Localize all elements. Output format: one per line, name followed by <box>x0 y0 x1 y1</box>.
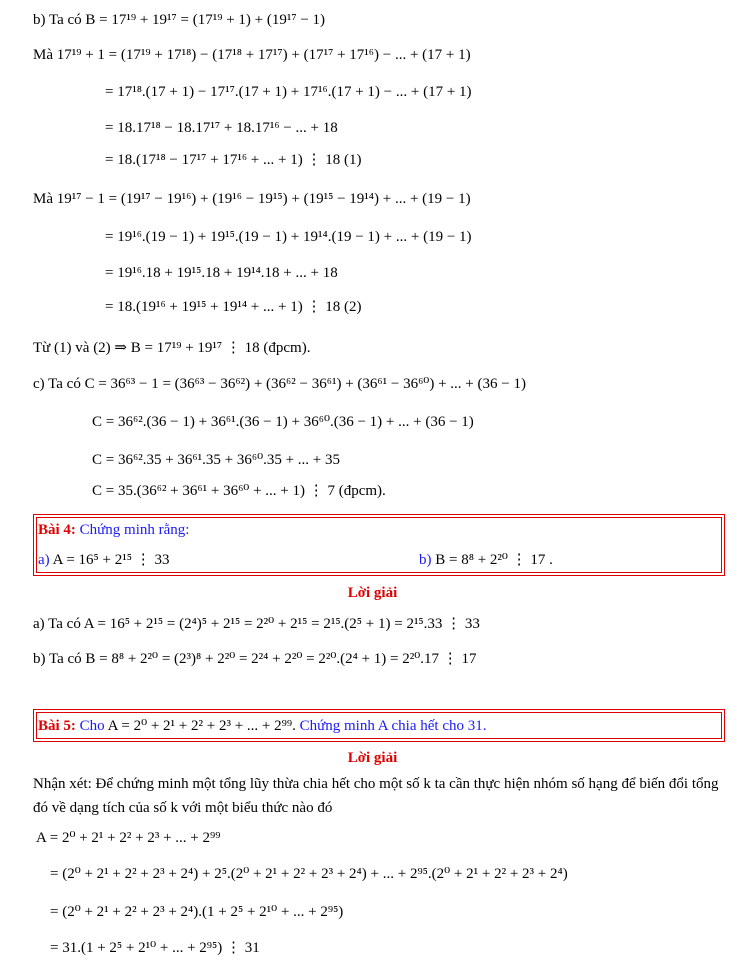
bai5-line-2: = (2⁰ + 2¹ + 2² + 2³ + 2⁴) + 2⁵.(2⁰ + 2¹ + 2² + 2³ + 2⁴) + ... + 2⁹⁵.(2⁰ + 2¹ + 2² + 2³ + 2⁴) <box>50 866 568 882</box>
bai4-solution-title: Lời giải <box>347 585 398 601</box>
bai5-problem-box <box>33 709 725 742</box>
bai5-expr: A = 2⁰ + 2¹ + 2² + 2³ + ... + 2⁹⁹. <box>107 718 296 734</box>
bai4-part-b <box>419 550 553 570</box>
bai4-solution-b: b) Ta có B = 8⁸ + 2²⁰ = (2³)⁸ + 2²⁰ = 2²⁴ + 2²⁰ = 2²⁰.(2⁴ + 1) = 2²⁰.17 ⋮ 17 <box>33 651 477 667</box>
bai4-problem-box <box>33 514 725 576</box>
part-c-line-4: C = 35.(36⁶² + 36⁶¹ + 36⁶⁰ + ... + 1) ⋮ 7 (đpcm). <box>92 483 386 499</box>
bai4-a-label: a) <box>38 552 50 568</box>
bai5-line-1: A = 2⁰ + 2¹ + 2² + 2³ + ... + 2⁹⁹ <box>36 830 221 846</box>
part-b-line-3: = 17¹⁸.(17 + 1) − 17¹⁷.(17 + 1) + 17¹⁶.(17 + 1) − ... + (17 + 1) <box>105 84 472 100</box>
bai4-prompt: Chứng minh rằng: <box>79 522 190 538</box>
bai5-prompt-pre: Cho <box>79 718 105 734</box>
bai5-label: Bài 5: <box>38 718 76 734</box>
part-b-line-5: = 18.(17¹⁸ − 17¹⁷ + 17¹⁶ + ... + 1) ⋮ 18 (1) <box>105 152 362 168</box>
bai4-label: Bài 4: <box>38 522 76 538</box>
bai4-part-a <box>38 550 169 570</box>
bai5-remark: Nhận xét: Để chứng minh một tổng lũy thừa chia hết cho một số k ta cần thực hiện nhóm số hạng để biến đổi tổng đó về dạng tích của số k với một biểu thức nào đó <box>33 776 719 816</box>
part-c-line-2: C = 36⁶².(36 − 1) + 36⁶¹.(36 − 1) + 36⁶⁰.(36 − 1) + ... + (36 − 1) <box>92 414 474 430</box>
bai4-header <box>38 520 189 540</box>
bai5-prompt-post: Chứng minh A chia hết cho 31. <box>299 718 487 734</box>
part-c-line-1: c) Ta có C = 36⁶³ − 1 = (36⁶³ − 36⁶²) + (36⁶² − 36⁶¹) + (36⁶¹ − 36⁶⁰) + ... + (36 − 1) <box>33 376 526 392</box>
bai4-solution-a: a) Ta có A = 16⁵ + 2¹⁵ = (2⁴)⁵ + 2¹⁵ = 2²⁰ + 2¹⁵ = 2¹⁵.(2⁵ + 1) = 2¹⁵.33 ⋮ 33 <box>33 616 480 632</box>
bai4-b-expr: B = 8⁸ + 2²⁰ ⋮ 17 . <box>435 552 553 568</box>
part-b-line-4: = 18.17¹⁸ − 18.17¹⁷ + 18.17¹⁶ − ... + 18 <box>105 120 338 136</box>
part-b-line-6: Mà 19¹⁷ − 1 = (19¹⁷ − 19¹⁶) + (19¹⁶ − 19¹⁵) + (19¹⁵ − 19¹⁴) + ... + (19 − 1) <box>33 191 471 207</box>
part-b-line-7: = 19¹⁶.(19 − 1) + 19¹⁵.(19 − 1) + 19¹⁴.(19 − 1) + ... + (19 − 1) <box>105 229 472 245</box>
bai4-b-label: b) <box>419 552 432 568</box>
part-c-line-3: C = 36⁶².35 + 36⁶¹.35 + 36⁶⁰.35 + ... + 35 <box>92 452 340 468</box>
part-b-line-1: b) Ta có B = 17¹⁹ + 19¹⁷ = (17¹⁹ + 1) + (19¹⁷ − 1) <box>33 12 326 28</box>
part-b-line-8: = 19¹⁶.18 + 19¹⁵.18 + 19¹⁴.18 + ... + 18 <box>105 265 338 281</box>
part-b-line-2: Mà 17¹⁹ + 1 = (17¹⁹ + 17¹⁸) − (17¹⁸ + 17¹⁷) + (17¹⁷ + 17¹⁶) − ... + (17 + 1) <box>33 47 471 63</box>
bai4-a-expr: A = 16⁵ + 2¹⁵ ⋮ 33 <box>52 552 170 568</box>
bai5-solution-title: Lời giải <box>347 750 398 766</box>
part-b-conclusion: Từ (1) và (2) ⇒ B = 17¹⁹ + 19¹⁷ ⋮ 18 (đpcm). <box>33 340 311 356</box>
bai5-line-3: = (2⁰ + 2¹ + 2² + 2³ + 2⁴).(1 + 2⁵ + 2¹⁰ + ... + 2⁹⁵) <box>50 904 344 920</box>
bai5-header <box>38 716 486 736</box>
bai5-line-4: = 31.(1 + 2⁵ + 2¹⁰ + ... + 2⁹⁵) ⋮ 31 <box>50 940 260 956</box>
part-b-line-9: = 18.(19¹⁶ + 19¹⁵ + 19¹⁴ + ... + 1) ⋮ 18 (2) <box>105 299 362 315</box>
